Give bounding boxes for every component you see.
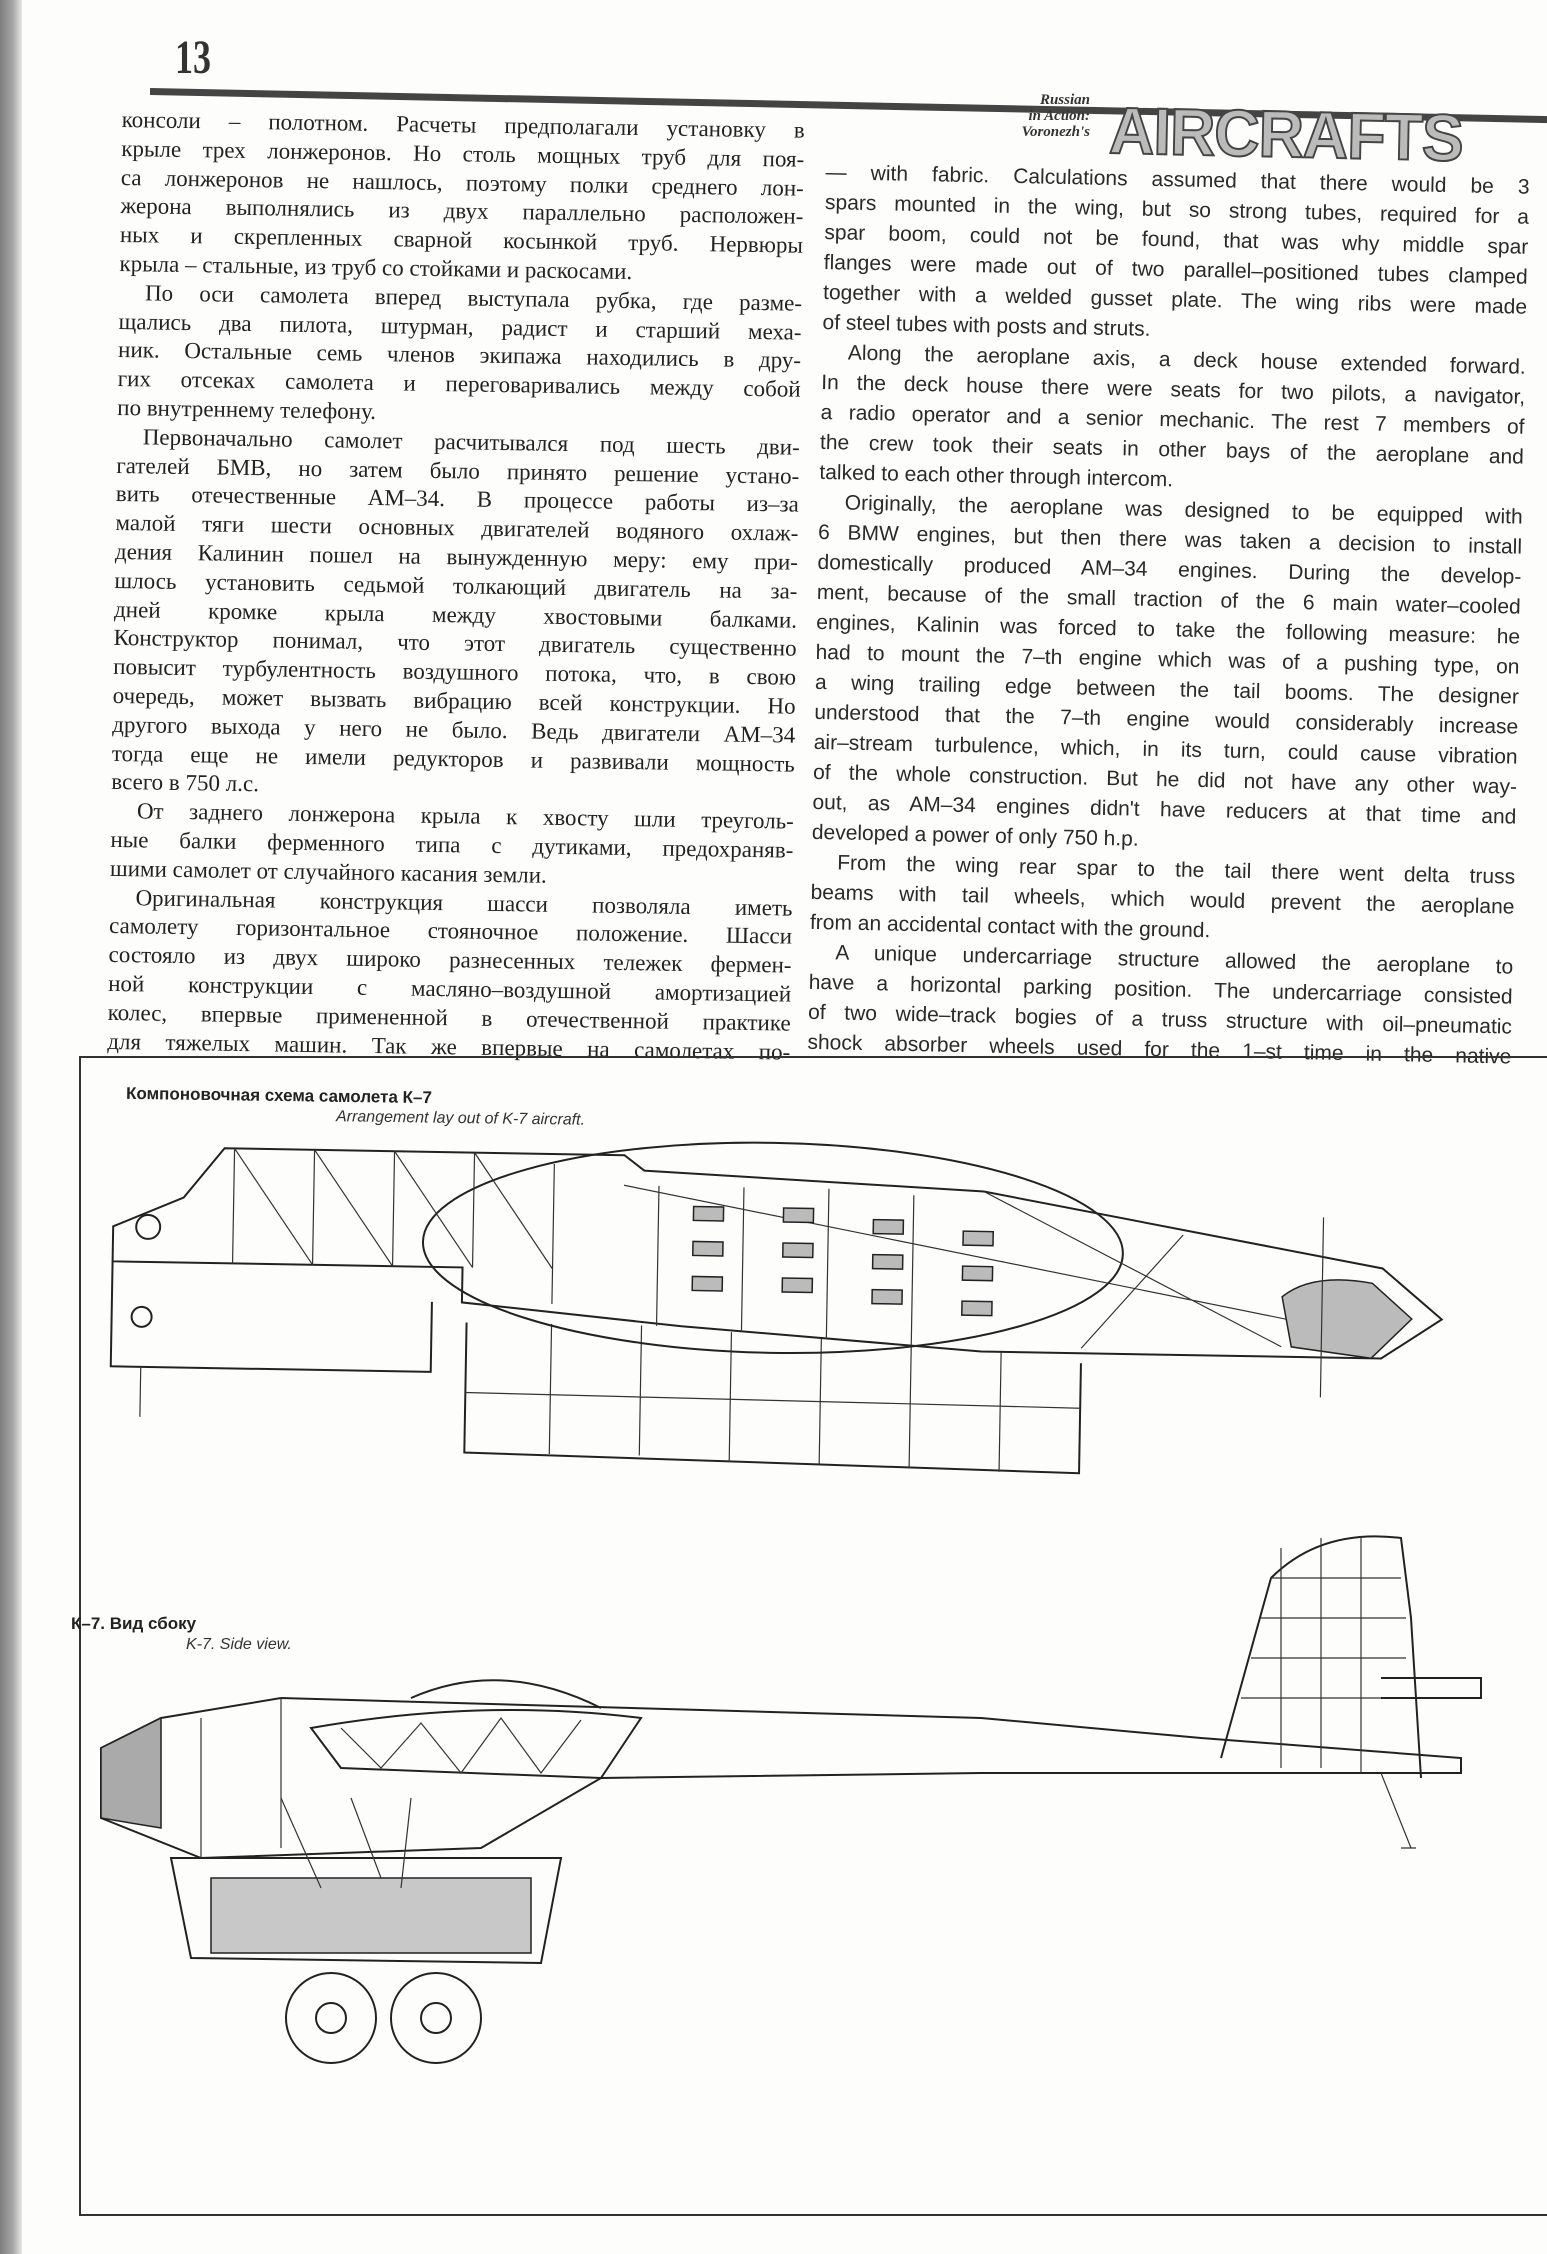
paragraph [810, 848, 1516, 953]
text-line: ных и скрепленных сварной косынкой труб. Нервюры [119, 222, 804, 258]
text-line: 6 BMW engines, but then there was taken a decision to install [817, 520, 1523, 559]
text-line: ной конструкции с масляно–воздушной амортизацией [108, 970, 792, 1007]
text-line: состояло из двух широко разнесенных тележек фермен- [108, 942, 792, 978]
text-line: повысит турбулентность воздушного потока, что, в свою [112, 654, 797, 690]
paragraph [110, 797, 794, 894]
aircraft-drawings [81, 1058, 1547, 2214]
text-line: колес, впервые примененной в отечественной практике [107, 999, 791, 1036]
text-line: шими самолет от случайного касания земли. [109, 855, 547, 888]
text-line: air–stream turbulence, which, in its turn, could cause vibration [813, 730, 1518, 769]
series-mid: in Action: [1028, 108, 1090, 124]
text-line: Оригинальная конструкция шасси позволяла иметь [135, 884, 793, 921]
text-line: flanges were made out of two parallel–positioned tubes clamped [823, 250, 1528, 289]
paragraph [812, 488, 1523, 863]
text-line: ные балки ферменного типа с дутиками, предохраняв- [110, 826, 794, 863]
text-line: очередь, может вызвать вибрацию всей конструкции. Но [112, 682, 796, 719]
layout-drawing [109, 1131, 1444, 1479]
magazine-logo: AIRCRAFTS [1108, 92, 1464, 175]
text-line: самолету горизонтальное стояночное положение. Шасси [108, 913, 793, 949]
side-caption-ru: К–7. Вид сбоку [71, 1614, 197, 1633]
paragraph [111, 423, 800, 808]
layout-caption-ru: Компоновочная схема самолета К–7 [125, 1083, 433, 1108]
text-line: дней кромке крыла между хвостовыми балками. [113, 596, 798, 633]
side-view-drawing [101, 1536, 1481, 2063]
text-line: малой тяги шести основных двигателей водяного охлаж- [115, 510, 799, 546]
aircraft-figure [71, 1056, 1547, 2216]
text-line: всего в 750 л.с. [111, 769, 260, 797]
text-line: a wing trailing edge between the tail booms. The designer [814, 670, 1520, 709]
text-line: of steel tubes with posts and struts. [822, 310, 1151, 341]
text-line: a radio operator and a senior mechanic. The rest 7 members of [820, 400, 1525, 439]
text-line: A unique undercarriage structure allowed the aeroplane to [835, 941, 1514, 979]
paragraph [107, 883, 793, 1066]
text-line: шлось установить седьмой толкающий двигатель на за- [114, 567, 798, 604]
text-line: of the whole construction. But he did not have any other way- [812, 760, 1518, 799]
text-line: гих отсеках самолета и переговаривались между собой [117, 366, 801, 402]
text-line: по внутреннему телефону. [117, 394, 377, 424]
series-label [980, 92, 1090, 140]
text-line: developed a power of only 750 h.p. [811, 820, 1139, 851]
text-line: — with fabric. Calculations assumed that there would be 3 [825, 160, 1530, 199]
paragraph [117, 279, 802, 434]
text-line: spar boom, could not be found, that was why middle spar [824, 220, 1529, 259]
text-line: По оси самолета вперед выступала рубка, где разме- [144, 280, 803, 316]
text-line: Конструктор понимал, что этот двигатель существенно [113, 625, 797, 662]
text-line: shock absorber wheels used for the 1–st time in the native [807, 1030, 1512, 1069]
text-line: консоли – полотном. Расчеты предполагали установку в [121, 106, 805, 143]
paragraph [119, 106, 805, 289]
text-line: had to mount the 7–th engine which was of a pushing type, on [815, 640, 1520, 679]
paragraph [819, 338, 1526, 503]
layout-caption-en: Arrangement lay out of K-7 aircraft. [335, 1108, 586, 1129]
russian-text-column [107, 106, 805, 1067]
text-line: talked to each other through intercom. [819, 460, 1174, 492]
paragraph [822, 158, 1530, 353]
text-line: другого выхода у него не было. Ведь двигатели АМ–34 [112, 711, 796, 748]
text-line: дения Калинин пошел на вынужденную меру: ему при- [114, 538, 799, 575]
book-spine-shadow [0, 0, 22, 2254]
series-bottom: Voronezh's [1021, 124, 1090, 140]
text-line: жерона выполнялись из двух параллельно расположен- [120, 193, 804, 230]
text-line: together with a welded gusset plate. The wing ribs were made [822, 280, 1528, 319]
text-line: ник. Остальные семь членов экипажа находились в дру- [117, 337, 802, 374]
text-line: From the wing rear spar to the tail there went delta truss [836, 851, 1516, 889]
text-line: from an accidental contact with the ground. [809, 910, 1211, 943]
paragraph [807, 938, 1513, 1073]
text-line: От заднего лонжерона крыла к хвосту шли треуголь- [136, 798, 795, 834]
text-line: spars mounted in the wing, but so strong tubes, required for a [824, 190, 1530, 229]
text-line: Originally, the aeroplane was designed to be equipped with [844, 491, 1523, 529]
text-line: domestically produced AM–34 engines. During the develop- [817, 550, 1522, 589]
text-line: engines, Kalinin was forced to take the following measure: he [816, 610, 1521, 649]
text-line: для тяжелых машин. Так же впервые на самолетах по- [107, 1028, 791, 1065]
text-line: гателей БМВ, но затем было принято решение устано- [116, 452, 800, 489]
text-line: тогда еще не имели редукторов и развивали мощность [111, 740, 795, 777]
text-line: крыле трех лонжеронов. Но столь мощных труб для поя- [121, 135, 805, 172]
text-line: beams with tail wheels, which would prevent the aeroplane [810, 880, 1515, 919]
text-line: Первоначально самолет расчитывался под шесть дви- [142, 424, 800, 460]
text-line: са лонжеронов не нашлось, поэтому полки среднего лон- [120, 164, 804, 201]
text-line: the crew took their seats in other bays of the aeroplane and [819, 430, 1525, 469]
text-line: Along the aeroplane axis, a deck house extended forward. [847, 341, 1527, 379]
series-top: Russian [1039, 92, 1090, 108]
text-line: of two wide–track bogies of a truss structure with oil–pneumatic [807, 1000, 1513, 1039]
text-line: ment, because of the small traction of the 6 main water–cooled [816, 580, 1521, 619]
page-number: 13 [175, 31, 211, 84]
text-line: щались два пилота, штурман, радист и старший меха- [118, 308, 802, 345]
side-caption-en: K-7. Side view. [186, 1636, 292, 1653]
bomb-racks [692, 1206, 994, 1315]
text-line: вить отечественные АМ–34. В процессе работы из–за [115, 481, 800, 518]
text-line: understood that the 7–th engine would considerably increase [814, 700, 1519, 739]
text-line: In the deck house there were seats for two pilots, a navigator, [821, 370, 1526, 409]
text-line: крыла – стальные, из труб со стойками и раскосами. [119, 250, 633, 285]
text-line: out, as AM–34 engines didn't have reducers at that time and [812, 790, 1517, 829]
english-text-column [807, 158, 1530, 1073]
text-line: have a horizontal parking position. The undercarriage consisted [808, 970, 1513, 1009]
